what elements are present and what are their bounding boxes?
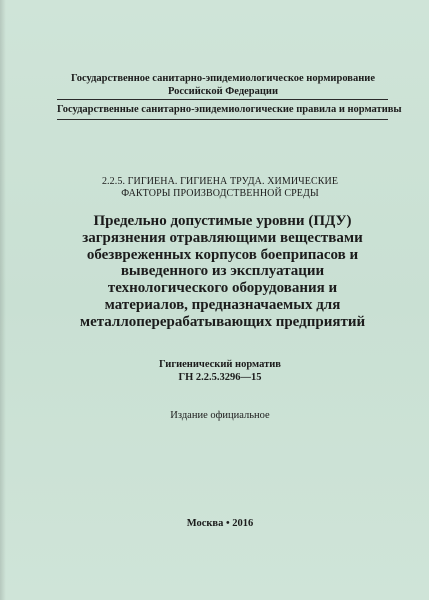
header-divider-bottom	[57, 119, 388, 120]
section-line-2: ФАКТОРЫ ПРОИЗВОДСТВЕННОЙ СРЕДЫ	[121, 188, 319, 199]
edition-text: Издание официальное	[170, 410, 270, 421]
section-line-1: 2.2.5. ГИГИЕНА. ГИГИЕНА ТРУДА. ХИМИЧЕСКИЕ	[101, 176, 339, 187]
title-line-4: выведенного из эксплуатации	[120, 263, 325, 280]
issuing-authority	[58, 72, 388, 98]
edition-note	[100, 409, 340, 422]
imprint-text: Москва • 2016	[186, 518, 254, 529]
title-line-3: обезвреженных корпусов боеприпасов и	[86, 246, 359, 263]
series-text: Государственные санитарно-эпидемиологические правила и нормативы	[57, 104, 402, 115]
section-heading	[70, 176, 370, 200]
document-designation	[100, 358, 340, 384]
title-line-5: технологического оборудования и	[107, 280, 338, 297]
title-line-7: металлоперерабатывающих предприятий	[79, 313, 366, 330]
document-series	[57, 103, 402, 116]
title-line-6: материалов, предназначаемых для	[104, 296, 341, 313]
document-type: Гигиенический норматив	[159, 359, 281, 370]
header-divider-top	[57, 99, 388, 100]
document-code: ГН 2.2.5.3296—15	[178, 372, 262, 383]
authority-line-2: Российской Федерации	[167, 86, 279, 97]
document-title	[55, 213, 390, 331]
title-line-2: загрязнения отравляющими веществами	[82, 229, 363, 246]
authority-line-1: Государственное санитарно-эпидемиологическое нормирование	[70, 73, 375, 84]
imprint	[100, 517, 340, 530]
title-line-1: Предельно допустимые уровни (ПДУ)	[93, 213, 352, 229]
